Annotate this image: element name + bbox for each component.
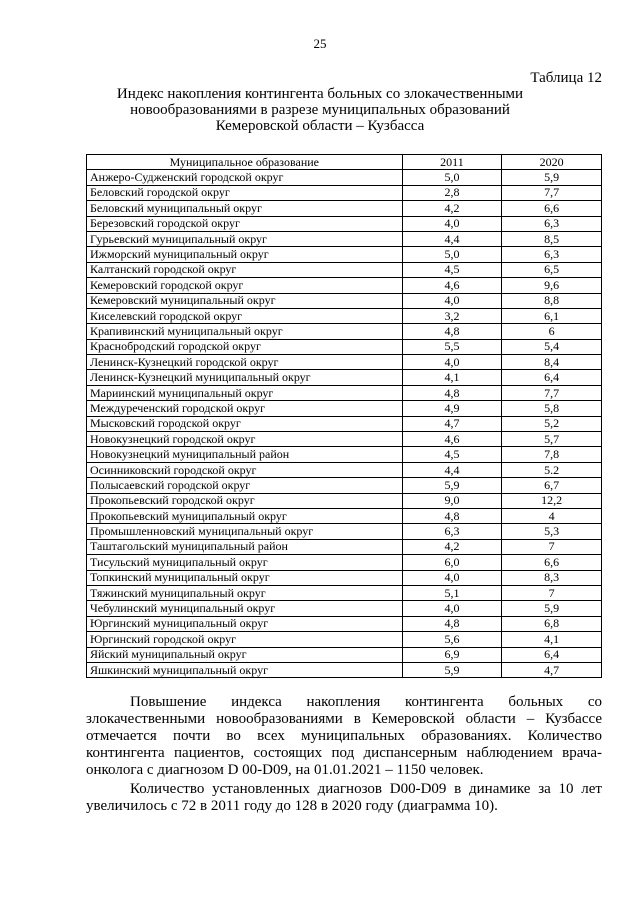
table-row [87,601,602,616]
table-row [87,308,602,323]
cell-value-2011: 3,2 [402,308,502,323]
cell-municipality: Ижморский муниципальный округ [87,247,403,262]
table-row [87,170,602,185]
cell-value-2011: 2,8 [402,185,502,200]
cell-municipality: Тяжинский муниципальный округ [87,585,403,600]
cell-value-2011: 9,0 [402,493,502,508]
cell-value-2011: 5,9 [402,662,502,677]
cell-value-2011: 4,9 [402,401,502,416]
table-row [87,632,602,647]
table-row [87,201,602,216]
cell-municipality: Таштагольский муниципальный район [87,539,403,554]
cell-municipality: Анжеро-Судженский городской округ [87,170,403,185]
cell-value-2020: 8,8 [502,293,602,308]
cell-value-2020: 4,1 [502,632,602,647]
caption-line-3: Кемеровской области – Кузбасса [215,118,425,134]
cell-value-2020: 6,8 [502,616,602,631]
table-row [87,401,602,416]
cell-municipality: Краснобродский городской округ [87,339,403,354]
cell-value-2020: 5,2 [502,416,602,431]
cell-municipality: Киселевский городской округ [87,308,403,323]
cell-value-2011: 6,3 [402,524,502,539]
cell-value-2020: 8,4 [502,355,602,370]
table-row [87,262,602,277]
cell-value-2011: 4,2 [402,539,502,554]
cell-municipality: Калтанский городской округ [87,262,403,277]
cell-value-2020: 7,7 [502,385,602,400]
cell-municipality: Крапивинский муниципальный округ [87,324,403,339]
table-row [87,447,602,462]
table-row [87,324,602,339]
cell-value-2020: 8,5 [502,231,602,246]
cell-value-2011: 4,0 [402,570,502,585]
table-row [87,616,602,631]
cell-value-2011: 4,4 [402,231,502,246]
cell-value-2020: 5,9 [502,170,602,185]
cell-value-2020: 6,3 [502,216,602,231]
table-row [87,370,602,385]
table-row [87,493,602,508]
cell-value-2020: 6,5 [502,262,602,277]
cell-value-2011: 5,5 [402,339,502,354]
header-municipality: Муниципальное образование [87,155,403,170]
table-row [87,539,602,554]
cell-value-2011: 4,8 [402,508,502,523]
cell-value-2011: 4,0 [402,355,502,370]
cell-value-2020: 6 [502,324,602,339]
cell-municipality: Промышленновский муниципальный округ [87,524,403,539]
cell-value-2020: 5,3 [502,524,602,539]
header-year-2011: 2011 [402,155,502,170]
cell-value-2011: 4,2 [402,201,502,216]
table-row [87,647,602,662]
cell-value-2020: 6,6 [502,555,602,570]
table-caption [0,86,640,134]
cell-value-2020: 5.2 [502,462,602,477]
cell-value-2011: 4,0 [402,216,502,231]
cell-municipality: Кемеровский муниципальный округ [87,293,403,308]
cell-value-2020: 7 [502,539,602,554]
cell-value-2020: 7 [502,585,602,600]
cell-value-2020: 6,4 [502,647,602,662]
cell-value-2011: 5,0 [402,170,502,185]
table-row [87,524,602,539]
cell-municipality: Яшкинский муниципальный округ [87,662,403,677]
cell-value-2020: 6,4 [502,370,602,385]
table-row [87,278,602,293]
cell-value-2020: 7,7 [502,185,602,200]
cell-value-2020: 4 [502,508,602,523]
paragraph-1 [86,694,602,779]
cell-municipality: Новокузнецкий муниципальный район [87,447,403,462]
cell-municipality: Чебулинский муниципальный округ [87,601,403,616]
cell-value-2011: 5,9 [402,478,502,493]
table-row [87,185,602,200]
table-row [87,385,602,400]
cell-municipality: Мариинский муниципальный округ [87,385,403,400]
table-row [87,339,602,354]
table-row [87,570,602,585]
table-row [87,462,602,477]
cell-value-2020: 6,7 [502,478,602,493]
cell-value-2011: 5,1 [402,585,502,600]
cell-value-2011: 4,8 [402,385,502,400]
table-row [87,555,602,570]
cell-value-2020: 6,6 [502,201,602,216]
cell-value-2011: 4,4 [402,462,502,477]
cell-value-2011: 4,6 [402,278,502,293]
paragraph-2 [86,781,602,815]
caption-line-1: Индекс накопления контингента больных со злокачественными [116,86,524,102]
cell-value-2011: 4,5 [402,262,502,277]
page-number: 25 [313,36,327,51]
table-label: Таблица 12 [530,70,602,86]
cell-value-2011: 5,0 [402,247,502,262]
cell-value-2011: 5,6 [402,632,502,647]
cell-municipality: Березовский городской округ [87,216,403,231]
cell-municipality: Новокузнецкий городской округ [87,432,403,447]
table-row [87,293,602,308]
cell-municipality: Междуреченский городской округ [87,401,403,416]
cell-value-2011: 4,6 [402,432,502,447]
cell-municipality: Топкинский муниципальный округ [87,570,403,585]
cell-municipality: Ленинск-Кузнецкий муниципальный округ [87,370,403,385]
cell-municipality: Прокопьевский городской округ [87,493,403,508]
table-row [87,247,602,262]
cell-municipality: Тисульский муниципальный округ [87,555,403,570]
cell-municipality: Мысковский городской округ [87,416,403,431]
header-year-2020: 2020 [502,155,602,170]
table-row [87,355,602,370]
cell-value-2011: 4,8 [402,324,502,339]
cell-value-2020: 8,3 [502,570,602,585]
cell-municipality: Беловский муниципальный округ [87,201,403,216]
cell-municipality: Кемеровский городской округ [87,278,403,293]
cell-value-2011: 4,1 [402,370,502,385]
paragraph-1-text: Повышение индекса накопления контингента больных со злокачественными новообразованиями в Кемеровской области – Кузбассе отмечается почти во всех муниципальных образованиях. Количество контингента пациентов, состоящих под диспансерным наблюдением врача-онколога с диагнозом D 00-D09, на 01.01.2021 – 1150 человек. [86,694,602,778]
cell-municipality: Юргинский городской округ [87,632,403,647]
cell-value-2011: 4,7 [402,416,502,431]
cell-municipality: Беловский городской округ [87,185,403,200]
cell-value-2020: 5,8 [502,401,602,416]
cell-municipality: Яйский муниципальный округ [87,647,403,662]
table-row [87,416,602,431]
cell-municipality: Осинниковский городской округ [87,462,403,477]
cell-value-2011: 4,0 [402,293,502,308]
table-row [87,508,602,523]
cell-value-2020: 6,1 [502,308,602,323]
cell-value-2011: 6,0 [402,555,502,570]
cell-value-2020: 12,2 [502,493,602,508]
cell-value-2020: 5,7 [502,432,602,447]
cell-value-2011: 4,8 [402,616,502,631]
table-header-row [87,155,602,170]
table-body [87,170,602,678]
cell-municipality: Гурьевский муниципальный округ [87,231,403,246]
cell-municipality: Ленинск-Кузнецкий городской округ [87,355,403,370]
cell-value-2020: 9,6 [502,278,602,293]
cell-value-2011: 6,9 [402,647,502,662]
table-row [87,432,602,447]
cell-value-2020: 4,7 [502,662,602,677]
table-row [87,585,602,600]
cell-value-2011: 4,5 [402,447,502,462]
paragraph-2-text: Количество установленных диагнозов D00-D09 в динамике за 10 лет увеличилось с 72 в 2011 году до 128 в 2020 году (диаграмма 10). [86,781,602,814]
table-row [87,231,602,246]
cell-value-2011: 4,0 [402,601,502,616]
table-row [87,216,602,231]
cell-value-2020: 7,8 [502,447,602,462]
accumulation-index-table [86,154,602,678]
table-row [87,662,602,677]
cell-value-2020: 5,9 [502,601,602,616]
cell-municipality: Прокопьевский муниципальный округ [87,508,403,523]
cell-value-2020: 5,4 [502,339,602,354]
table-row [87,478,602,493]
caption-line-2: новообразованиями в разрезе муниципальных образований [130,102,510,118]
cell-municipality: Полысаевский городской округ [87,478,403,493]
cell-value-2020: 6,3 [502,247,602,262]
cell-municipality: Юргинский муниципальный округ [87,616,403,631]
